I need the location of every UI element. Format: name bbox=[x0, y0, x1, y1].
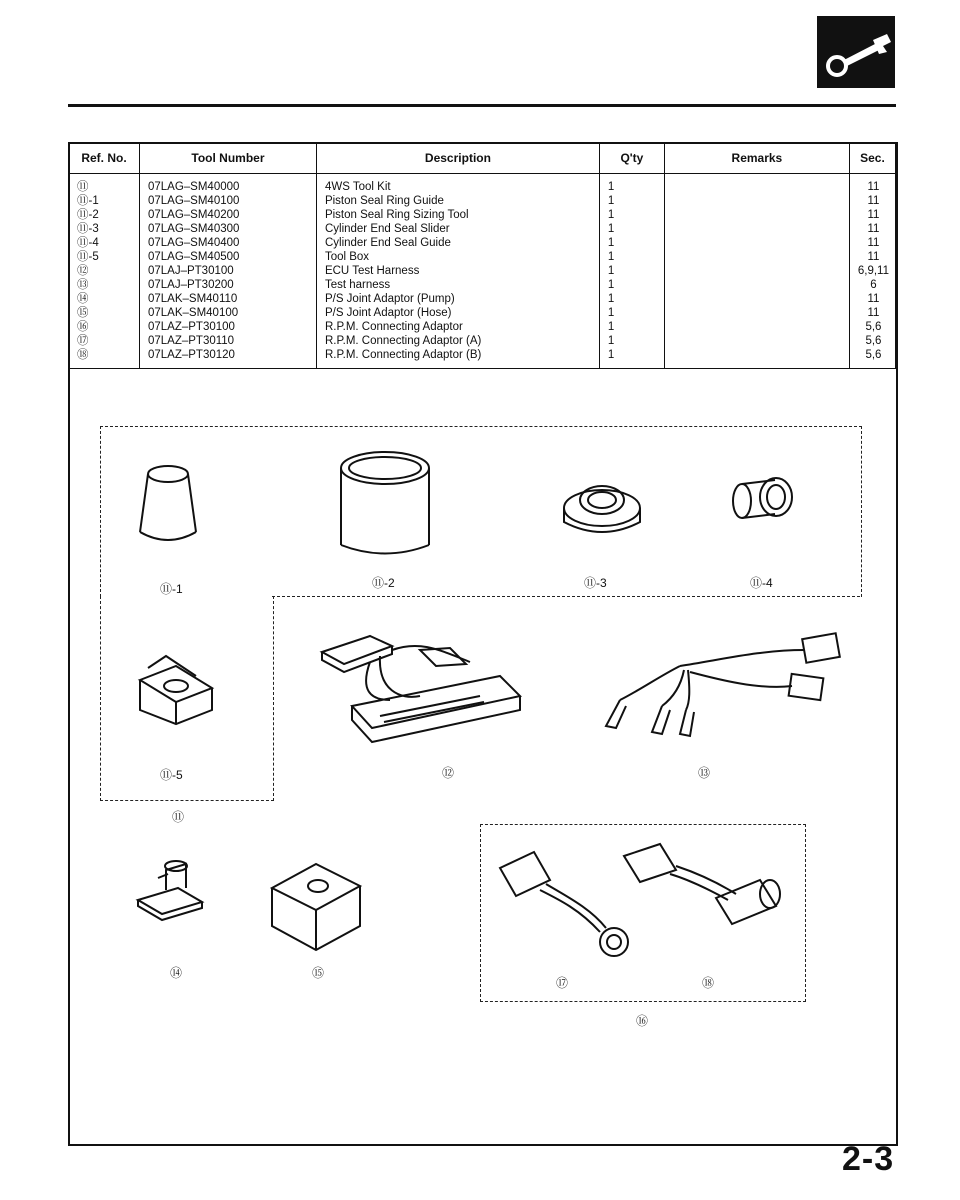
cell-sec: 11 bbox=[867, 251, 880, 264]
joint-adaptor-pump-drawing bbox=[138, 861, 202, 920]
cell-tool: 07LAG–SM40000 bbox=[147, 181, 240, 193]
label-11: ⑪ bbox=[172, 810, 185, 824]
cell-ref: ⑪-5 bbox=[77, 251, 99, 264]
cell-desc: Test harness bbox=[324, 279, 391, 292]
cylinder-end-seal-slider-drawing bbox=[564, 486, 640, 532]
cell-tool: 07LAG–SM40300 bbox=[147, 223, 240, 236]
cell-tool: 07LAJ–PT30100 bbox=[147, 265, 234, 278]
cell-sec: 11 bbox=[867, 223, 880, 236]
header-ref: Ref. No. bbox=[69, 143, 140, 174]
label-15: ⑮ bbox=[312, 966, 325, 980]
cell-ref: ⑰ bbox=[77, 335, 89, 348]
cell-sec: 11 bbox=[867, 237, 880, 250]
cell-qty: 1 bbox=[607, 251, 615, 264]
cell-desc: R.P.M. Connecting Adaptor bbox=[324, 321, 463, 334]
ecu-test-harness-drawing bbox=[322, 636, 520, 742]
cell-sec: 5,6 bbox=[865, 335, 882, 348]
test-harness-drawing bbox=[606, 633, 840, 736]
cell-qty: 1 bbox=[607, 265, 615, 278]
header-sec: Sec. bbox=[849, 143, 895, 174]
cell-sec: 11 bbox=[867, 209, 880, 222]
cell-qty: 1 bbox=[607, 223, 615, 236]
header-remarks: Remarks bbox=[664, 143, 849, 174]
label-11-3: ⑪-3 bbox=[584, 576, 607, 590]
label-11-5: ⑪-5 bbox=[160, 768, 183, 782]
cell-desc: R.P.M. Connecting Adaptor (A) bbox=[324, 335, 482, 348]
label-11-2: ⑪-2 bbox=[372, 576, 395, 590]
rpm-adaptor-a-drawing bbox=[500, 852, 628, 956]
cell-tool: 07LAG–SM40100 bbox=[147, 195, 240, 208]
cell-ref: ⑬ bbox=[77, 279, 89, 292]
cell-qty: 1 bbox=[607, 195, 615, 208]
cell-desc: Piston Seal Ring Guide bbox=[324, 195, 444, 208]
label-13: ⑬ bbox=[698, 766, 711, 780]
cell-desc: 4WS Tool Kit bbox=[324, 181, 391, 193]
cell-tool: 07LAK–SM40110 bbox=[147, 293, 238, 306]
cell-sec: 11 bbox=[867, 293, 880, 306]
cell-qty: 1 bbox=[607, 349, 615, 362]
cell-qty: 1 bbox=[607, 209, 615, 222]
cell-tool: 07LAK–SM40100 bbox=[147, 307, 239, 320]
rpm-adaptor-b-drawing bbox=[624, 844, 780, 924]
cell-ref: ⑪-2 bbox=[77, 209, 99, 222]
cell-sec: 6 bbox=[870, 279, 877, 292]
cell-ref: ⑫ bbox=[77, 265, 89, 278]
cell-qty: 1 bbox=[607, 321, 615, 334]
piston-seal-ring-guide-drawing bbox=[140, 466, 196, 540]
cell-desc: Cylinder End Seal Slider bbox=[324, 223, 450, 236]
cell-sec: 11 bbox=[867, 181, 880, 193]
cell-ref: ⑪-3 bbox=[77, 223, 99, 236]
cell-tool: 07LAG–SM40500 bbox=[147, 251, 240, 264]
label-16: ⑯ bbox=[636, 1014, 649, 1028]
label-11-1: ⑪-1 bbox=[160, 582, 183, 596]
label-11-4: ⑪-4 bbox=[750, 576, 773, 590]
cell-ref: ⑱ bbox=[77, 349, 89, 362]
label-14: ⑭ bbox=[170, 966, 183, 980]
cell-tool: 07LAZ–PT30110 bbox=[147, 335, 235, 348]
cell-qty: 1 bbox=[607, 335, 615, 348]
cell-sec: 5,6 bbox=[865, 349, 882, 362]
joint-adaptor-hose-drawing bbox=[272, 864, 360, 950]
label-12: ⑫ bbox=[442, 766, 455, 780]
cell-sec: 11 bbox=[867, 307, 880, 320]
tool-box-drawing bbox=[140, 656, 212, 724]
cell-sec: 6,9,11 bbox=[857, 265, 889, 278]
cell-sec: 11 bbox=[867, 195, 880, 208]
cell-tool: 07LAJ–PT30200 bbox=[147, 279, 234, 292]
page-number: 2-3 bbox=[842, 1140, 895, 1178]
piston-seal-ring-sizing-tool-drawing bbox=[341, 452, 429, 554]
cell-ref: ⑪-1 bbox=[77, 195, 99, 208]
cell-ref: ⑮ bbox=[77, 307, 89, 320]
cell-qty: 1 bbox=[607, 279, 615, 292]
cell-desc: R.P.M. Connecting Adaptor (B) bbox=[324, 349, 482, 362]
cell-ref: ⑯ bbox=[77, 321, 89, 334]
cell-sec: 5,6 bbox=[865, 321, 882, 334]
label-18: ⑱ bbox=[702, 976, 715, 990]
cell-desc: Tool Box bbox=[324, 251, 370, 264]
cell-qty: 1 bbox=[607, 293, 615, 306]
cell-qty: 1 bbox=[607, 237, 615, 250]
cell-ref: ⑪-4 bbox=[77, 237, 99, 250]
cell-desc: P/S Joint Adaptor (Hose) bbox=[324, 307, 452, 320]
header-tool-number: Tool Number bbox=[139, 143, 316, 174]
cell-qty: 1 bbox=[607, 307, 615, 320]
label-17: ⑰ bbox=[556, 976, 569, 990]
header-qty: Q'ty bbox=[599, 143, 664, 174]
cell-ref: ⑭ bbox=[77, 293, 89, 306]
cell-ref: ⑪ bbox=[77, 181, 89, 193]
cylinder-end-seal-guide-drawing bbox=[733, 478, 792, 518]
cell-qty: 1 bbox=[607, 181, 615, 193]
cell-tool: 07LAG–SM40200 bbox=[147, 209, 240, 222]
header-description: Description bbox=[316, 143, 599, 174]
cell-desc: ECU Test Harness bbox=[324, 265, 420, 278]
cell-tool: 07LAZ–PT30120 bbox=[147, 349, 235, 362]
cell-desc: Cylinder End Seal Guide bbox=[324, 237, 451, 250]
cell-tool: 07LAG–SM40400 bbox=[147, 237, 240, 250]
cell-tool: 07LAZ–PT30100 bbox=[147, 321, 235, 334]
cell-desc: Piston Seal Ring Sizing Tool bbox=[324, 209, 469, 222]
cell-desc: P/S Joint Adaptor (Pump) bbox=[324, 293, 455, 306]
